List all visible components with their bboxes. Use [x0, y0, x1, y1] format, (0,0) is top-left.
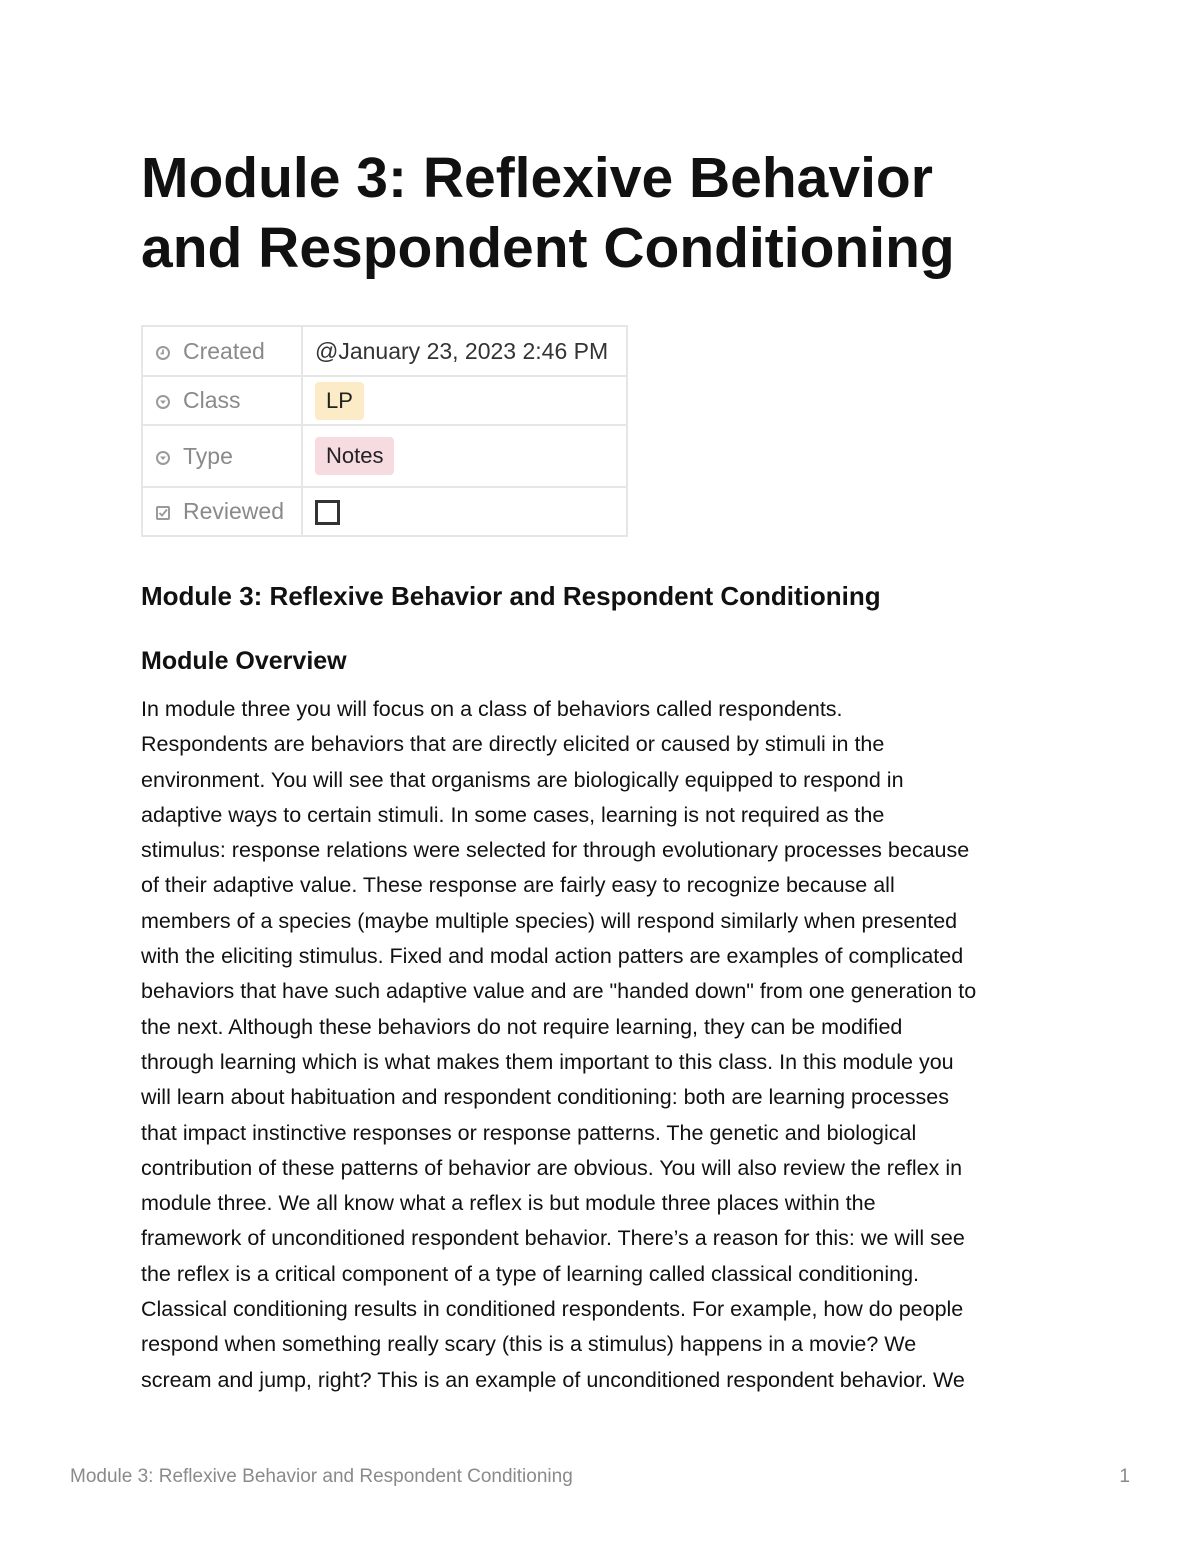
paragraph-line: adaptive ways to certain stimuli. In some cases, learning is not required as the	[141, 802, 885, 827]
paragraph-line: Classical conditioning results in conditioned respondents. For example, how do people	[141, 1297, 964, 1322]
property-value-class[interactable]	[302, 376, 627, 425]
paragraph-line: members of a species (maybe multiple species) will respond similarly when presented	[141, 908, 958, 933]
footer-title: Module 3: Reflexive Behavior and Respondent Conditioning	[70, 1466, 573, 1487]
clock-icon	[155, 345, 171, 361]
paragraph-line: with the eliciting stimulus. Fixed and modal action patters are examples of complicated	[141, 944, 964, 969]
property-key-type	[142, 425, 302, 487]
subsection-heading: Module Overview	[141, 647, 347, 675]
paragraph-line: behaviors that have such adaptive value and are "handed down" from one generation to	[141, 979, 977, 1004]
property-key-reviewed	[142, 487, 302, 536]
page-title-line-2: and Respondent Conditioning	[141, 216, 955, 280]
class-tag[interactable]: LP	[315, 382, 364, 420]
property-key-created	[142, 326, 302, 376]
property-label: Type	[183, 442, 233, 469]
page-title	[141, 143, 1101, 283]
select-icon	[155, 450, 171, 466]
paragraph-line: stimulus: response relations were selected for through evolutionary processes because	[141, 838, 970, 863]
paragraph-line: scream and jump, right? This is an example of unconditioned respondent behavior. We	[141, 1367, 965, 1392]
property-row-reviewed	[142, 487, 627, 536]
property-row-type	[142, 425, 627, 487]
paragraph-line: module three. We all know what a reflex is but module three places within the	[141, 1191, 876, 1216]
section-heading: Module 3: Reflexive Behavior and Respondent Conditioning	[141, 581, 881, 611]
paragraph-line: of their adaptive value. These response are fairly easy to recognize because all	[141, 873, 895, 898]
properties-table	[141, 325, 628, 537]
property-value-reviewed	[302, 487, 627, 536]
property-label: Reviewed	[183, 498, 284, 524]
property-label: Created	[183, 337, 265, 364]
paragraph-line: that impact instinctive responses or response patterns. The genetic and biological	[141, 1120, 917, 1145]
created-date: @January 23, 2023 2:46 PM	[315, 337, 609, 364]
type-tag[interactable]: Notes	[315, 437, 394, 475]
paragraph-line: environment. You will see that organisms are biologically equipped to respond in	[141, 767, 904, 792]
paragraph-line: the reflex is a critical component of a type of learning called classical conditioning.	[141, 1261, 919, 1286]
page-number: 1	[1119, 1466, 1130, 1487]
paragraph-line: respond when something really scary (this is a stimulus) happens in a movie? We	[141, 1332, 917, 1357]
property-key-class	[142, 376, 302, 425]
paragraph-line: contribution of these patterns of behavior are obvious. You will also review the reflex in	[141, 1155, 963, 1180]
property-row-created	[142, 326, 627, 376]
property-value-type[interactable]	[302, 425, 627, 487]
paragraph-line: Respondents are behaviors that are directly elicited or caused by stimuli in the	[141, 732, 885, 757]
paragraph-line: In module three you will focus on a class of behaviors called respondents.	[141, 697, 843, 721]
paragraph-line: framework of unconditioned respondent behavior. There’s a reason for this: we will see	[141, 1226, 965, 1251]
property-value-created[interactable]	[302, 326, 627, 376]
overview-paragraph	[141, 692, 1101, 1398]
paragraph-line: through learning which is what makes them important to this class. In this module you	[141, 1049, 954, 1074]
paragraph-line: will learn about habituation and respondent conditioning: both are learning processes	[141, 1085, 949, 1110]
property-row-class	[142, 376, 627, 425]
paragraph-line: the next. Although these behaviors do not require learning, they can be modified	[141, 1014, 903, 1039]
property-label: Class	[183, 387, 241, 413]
select-icon	[155, 394, 171, 410]
reviewed-checkbox[interactable]	[315, 500, 340, 525]
checkbox-icon	[155, 505, 171, 521]
page-title-line-1: Module 3: Reflexive Behavior	[141, 146, 933, 210]
